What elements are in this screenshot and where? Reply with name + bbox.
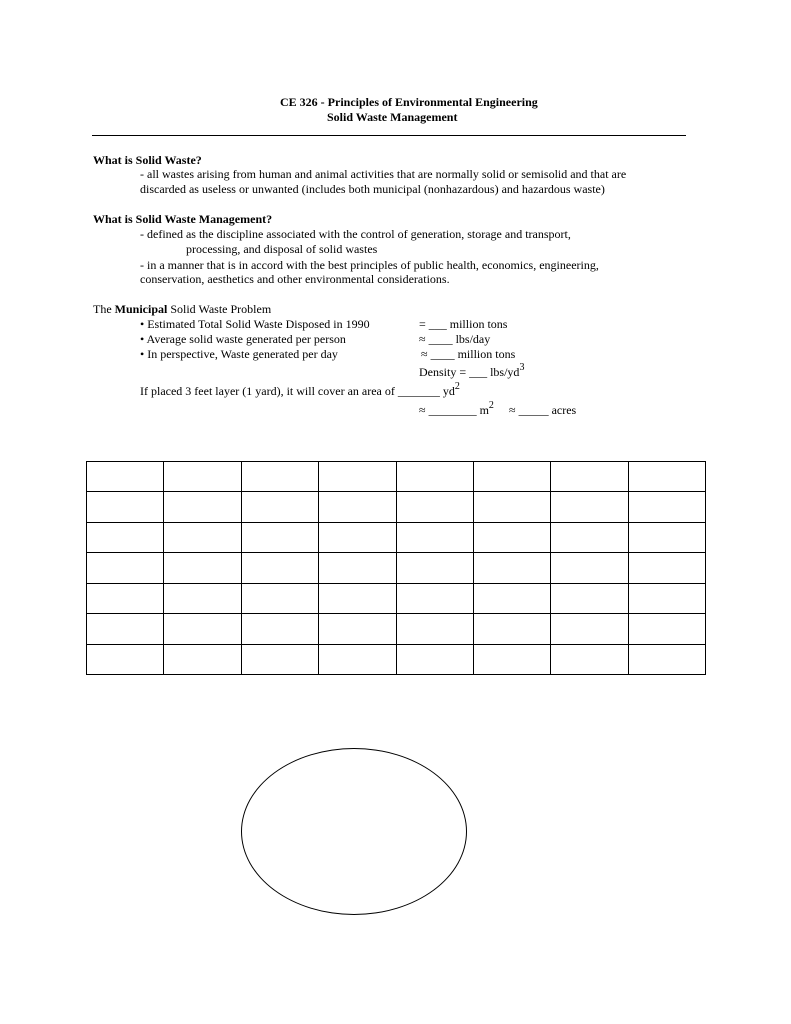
bullet-value: = ___ million tons <box>419 317 508 331</box>
intro-prefix: The <box>93 302 115 316</box>
table-cell <box>241 644 318 674</box>
bullet-label: • Estimated Total Solid Waste Disposed in 1990 <box>140 317 370 331</box>
table-cell <box>396 492 473 522</box>
intro-suffix: Solid Waste Problem <box>167 302 272 316</box>
document-topic: Solid Waste Management <box>327 110 458 124</box>
table-cell <box>241 583 318 613</box>
table-cell <box>319 644 396 674</box>
management-definition-line-3: - in a manner that is in accord with the best principles of public health, economics, engineering, <box>140 258 599 272</box>
table-cell <box>551 522 628 552</box>
table-cell <box>628 492 705 522</box>
section-heading-management: What is Solid Waste Management? <box>93 212 273 226</box>
table-cell <box>628 462 705 492</box>
bullet-label: • Average solid waste generated per person <box>140 332 346 346</box>
table-cell <box>551 553 628 583</box>
management-definition-line-2: processing, and disposal of solid wastes <box>186 242 378 256</box>
table-cell <box>87 614 164 644</box>
table-cell <box>551 492 628 522</box>
table-cell <box>551 644 628 674</box>
municipal-problem-intro <box>93 302 271 317</box>
table-cell <box>473 462 550 492</box>
table-cell <box>319 522 396 552</box>
bullet-label: • In perspective, Waste generated per day <box>140 347 338 361</box>
table-cell <box>164 644 241 674</box>
table-cell <box>319 583 396 613</box>
coverage-line <box>140 381 460 399</box>
table-cell <box>87 492 164 522</box>
coverage-exponent: 2 <box>454 381 460 392</box>
table-cell <box>87 522 164 552</box>
table-cell <box>396 553 473 583</box>
table-cell <box>551 462 628 492</box>
table-cell <box>473 583 550 613</box>
table-cell <box>628 614 705 644</box>
table-cell <box>396 462 473 492</box>
table-cell <box>241 553 318 583</box>
solid-waste-definition-line-2: discarded as useless or unwanted (includes both municipal (nonhazardous) and hazardous waste) <box>140 182 605 196</box>
table-cell <box>628 553 705 583</box>
table-cell <box>473 614 550 644</box>
management-definition-line-1: - defined as the discipline associated with the control of generation, storage and transport, <box>140 227 571 241</box>
table-cell <box>241 522 318 552</box>
table-cell <box>396 522 473 552</box>
table-cell <box>319 553 396 583</box>
area-acres: ≈ _____ acres <box>509 403 577 417</box>
density-text: Density = ___ lbs/yd <box>419 365 520 379</box>
table-cell <box>396 583 473 613</box>
table-cell <box>87 644 164 674</box>
table-cell <box>241 492 318 522</box>
section-heading-solid-waste: What is Solid Waste? <box>93 153 202 167</box>
table-row <box>87 644 706 674</box>
table-row <box>87 522 706 552</box>
table-row <box>87 492 706 522</box>
blank-ellipse-diagram <box>241 748 467 915</box>
table-cell <box>319 614 396 644</box>
table-cell <box>628 522 705 552</box>
density-line <box>419 362 525 380</box>
blank-data-table <box>86 461 706 675</box>
table-cell <box>473 522 550 552</box>
table-cell <box>551 583 628 613</box>
table-cell <box>164 522 241 552</box>
table-cell <box>87 583 164 613</box>
table-cell <box>164 614 241 644</box>
solid-waste-definition-line-1: - all wastes arising from human and animal activities that are normally solid or semisolid and that are <box>140 167 627 181</box>
area-metric-line <box>419 400 494 418</box>
area-m-text: ≈ ________ m <box>419 403 489 417</box>
table-cell <box>164 553 241 583</box>
table-cell <box>473 492 550 522</box>
table-cell <box>319 492 396 522</box>
table-cell <box>164 462 241 492</box>
table-cell <box>473 644 550 674</box>
table-row <box>87 583 706 613</box>
table-cell <box>551 614 628 644</box>
table-cell <box>628 644 705 674</box>
header-divider <box>92 135 686 136</box>
bullet-value: ≈ ____ lbs/day <box>419 332 491 346</box>
table-cell <box>319 462 396 492</box>
table-row <box>87 553 706 583</box>
table-cell <box>396 614 473 644</box>
table-cell <box>164 492 241 522</box>
area-m-exponent: 2 <box>488 400 494 411</box>
table-cell <box>628 583 705 613</box>
table-row <box>87 462 706 492</box>
table-row <box>87 614 706 644</box>
table-cell <box>87 462 164 492</box>
table-cell <box>473 553 550 583</box>
table-cell <box>241 462 318 492</box>
intro-bold-municipal: Municipal <box>114 302 168 316</box>
table-cell <box>164 583 241 613</box>
management-definition-line-4: conservation, aesthetics and other environmental considerations. <box>140 272 450 286</box>
table-cell <box>87 553 164 583</box>
coverage-text: If placed 3 feet layer (1 yard), it will cover an area of _______ yd <box>140 384 455 398</box>
table-cell <box>396 644 473 674</box>
density-exponent: 3 <box>519 362 525 373</box>
bullet-value: ≈ ____ million tons <box>421 347 516 361</box>
table-cell <box>241 614 318 644</box>
course-title: CE 326 - Principles of Environmental Engineering <box>280 95 538 109</box>
